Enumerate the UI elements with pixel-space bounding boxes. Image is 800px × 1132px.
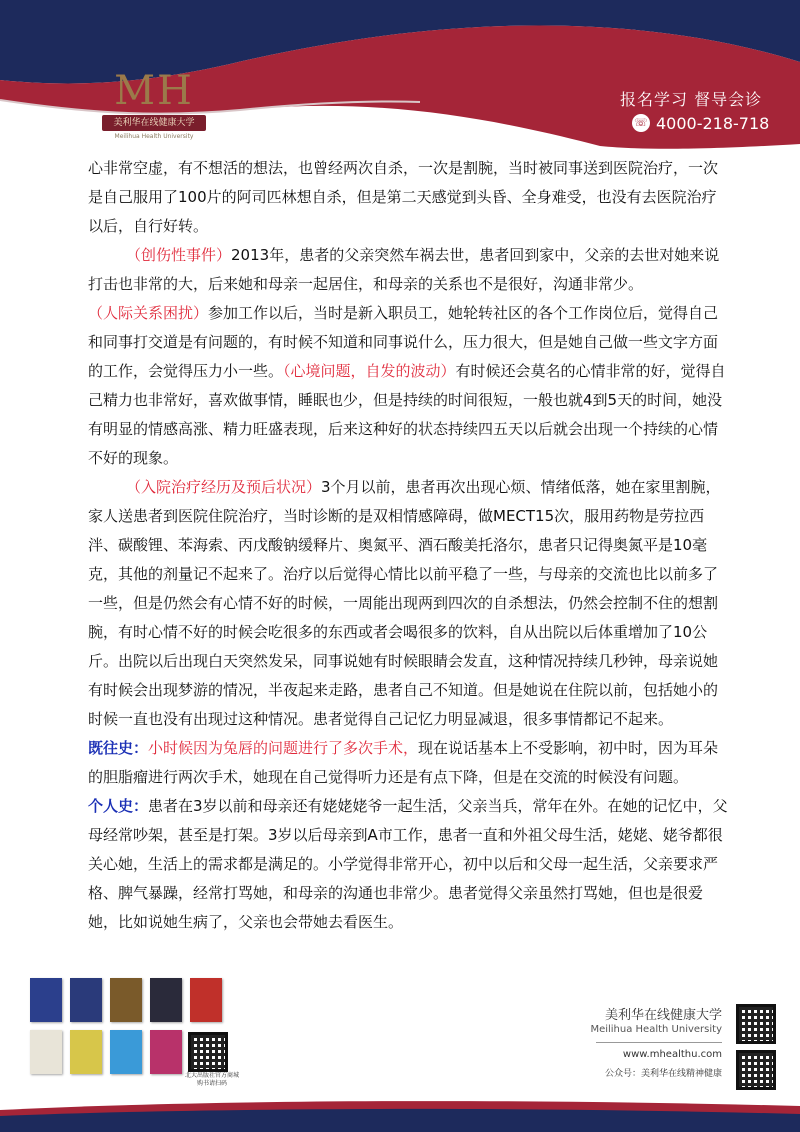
university-logo <box>98 64 210 150</box>
divider <box>596 1042 722 1043</box>
footer-banner <box>0 1096 800 1132</box>
highlight-text: 小时候因为兔唇的问题进行了多次手术， <box>148 739 419 757</box>
paragraph-hospitalization <box>88 473 728 734</box>
section-label-mood: （心境问题，自发的波动） <box>283 362 456 380</box>
header-slogan: 报名学习 督导会诊 <box>620 90 763 109</box>
paragraph-past-history <box>88 734 728 792</box>
paragraph-text: 参加工作以后，当时是新入职员工，她轮转社区的各个工作岗位后，觉得自己和同事打交道是有问题的，有时候不知道和同事说什么，压力很大，但是她自己做一些文字方面的工作，会觉得压力小一些。 <box>88 304 719 380</box>
qr-code-wechat <box>736 1050 776 1090</box>
section-label-trauma: （创伤性事件） <box>126 246 232 264</box>
page-header <box>0 0 800 160</box>
book-cover <box>190 978 222 1022</box>
book-cover <box>30 1030 62 1074</box>
section-heading-past-history: 既往史： <box>88 739 149 757</box>
qr-code-store <box>188 1032 228 1072</box>
paragraph-text: 有时候还会莫名的心情非常的好，觉得自己精力也非常好，喜欢做事情，睡眠也少，但是持续的时间很短，一般也就4到5天的时间，她没有明显的情感高涨、精力旺盛表现，后来这种好的状态持续四五天以后就会出现一个持续的心情不好的现象。 <box>88 362 726 467</box>
document-body <box>88 154 728 937</box>
book-cover <box>70 1030 102 1074</box>
phone-number: 4000-218-718 <box>656 113 770 133</box>
paragraph-interpersonal <box>88 299 728 473</box>
logo-mark: MH <box>114 68 194 114</box>
book-cover <box>30 978 62 1022</box>
book-cover <box>70 978 102 1022</box>
phone-icon: ☏ <box>632 114 650 132</box>
logo-ribbon: 美利华在线健康大学 <box>102 115 206 131</box>
paragraph-continuation <box>88 154 728 241</box>
book-cover <box>150 978 182 1022</box>
header-phone <box>632 112 769 134</box>
paragraph-trauma <box>88 241 728 299</box>
book-cover <box>110 978 142 1022</box>
paragraph-text: 2013年，患者的父亲突然车祸去世，患者回到家中，父亲的去世对她来说打击也非常的大，后来她和母亲一起居住，和母亲的关系也不是很好，沟通非常少。 <box>88 246 720 293</box>
website-link[interactable]: www.mhealthu.com <box>622 1049 722 1060</box>
section-label-hospitalization: （入院治疗经历及预后状况） <box>126 478 322 496</box>
section-label-interpersonal: （人际关系困扰） <box>88 304 209 322</box>
university-name: 美利华在线健康大学 <box>604 1008 722 1023</box>
section-heading-personal-history: 个人史： <box>88 797 149 815</box>
paragraph-text: 现在说话基本上不受影响，初中时，因为耳朵的胆脂瘤进行两次手术，她现在自己觉得听力还是有点下降，但是在交流的时候没有问题。 <box>88 739 719 786</box>
logo-subtitle: Meilihua Health University <box>114 133 194 140</box>
wechat-account: 公众号：美利华在线精神健康 <box>604 1069 722 1079</box>
book-cover <box>110 1030 142 1074</box>
paragraph-text: 3个月以前，患者再次出现心烦、情绪低落，她在家里割腕，家人送患者到医院住院治疗，当时诊断的是双相情感障碍，做MECT15次，服用药物是劳拉西泮、碳酸锂、苯海索、丙戊酸钠缓释片、奥氮平、酒石酸美托洛尔，患者只记得奥氮平是10毫克，其他的剂量记不起来了。治疗以后觉得心情比以前平稳了一些，与母亲的交流也比以前多了一些，但是仍然会有心情不好的时候，一周能出现两到四次的自杀想法，仍然会控制不住的想割腕，有时心情不好的时候会吃很多的东西或者会喝很多的饮料，自从出院以后体重增加了10公斤。出院以后出现白天突然发呆，同事说她有时候眼睛会发直，这种情况持续几秒钟，母亲说她有时候会出现梦游的情况，半夜起来走路，患者自己不知道。但是她说在住院以前，包括她小的时候一直也没有出现过这种情况。患者觉得自己记忆力明显减退，很多事情都记不起来。 <box>88 478 721 728</box>
paragraph-personal-history <box>88 792 728 937</box>
qr-caption: 北大出版社官方商城 购书请扫码 <box>184 1072 239 1087</box>
university-name-en: Meilihua Health University <box>590 1024 722 1035</box>
qr-code-website <box>736 1004 776 1044</box>
paragraph-text: 患者在3岁以前和母亲还有姥姥姥爷一起生活，父亲当兵，常年在外。在她的记忆中，父母经常吵架，甚至是打架。3岁以后母亲到A市工作，患者一直和外祖父母生活，姥姥、姥爷都很关心她，生活上的需求都是满足的。小学觉得非常开心，初中以后和父母一起生活，父亲要求严格、脾气暴躁，经常打骂她，和母亲的沟通也非常少。患者觉得父亲虽然打骂她，但也是很爱她，比如说她生病了，父亲也会带她去看医生。 <box>88 797 728 931</box>
paragraph-text: 心非常空虚，有不想活的想法，也曾经两次自杀，一次是割腕，当时被同事送到医院治疗，一次是自己服用了100片的阿司匹林想自杀，但是第二天感觉到头昏、全身难受，也没有去医院治疗以后，自行好转。 <box>88 159 719 235</box>
book-cover <box>150 1030 182 1074</box>
